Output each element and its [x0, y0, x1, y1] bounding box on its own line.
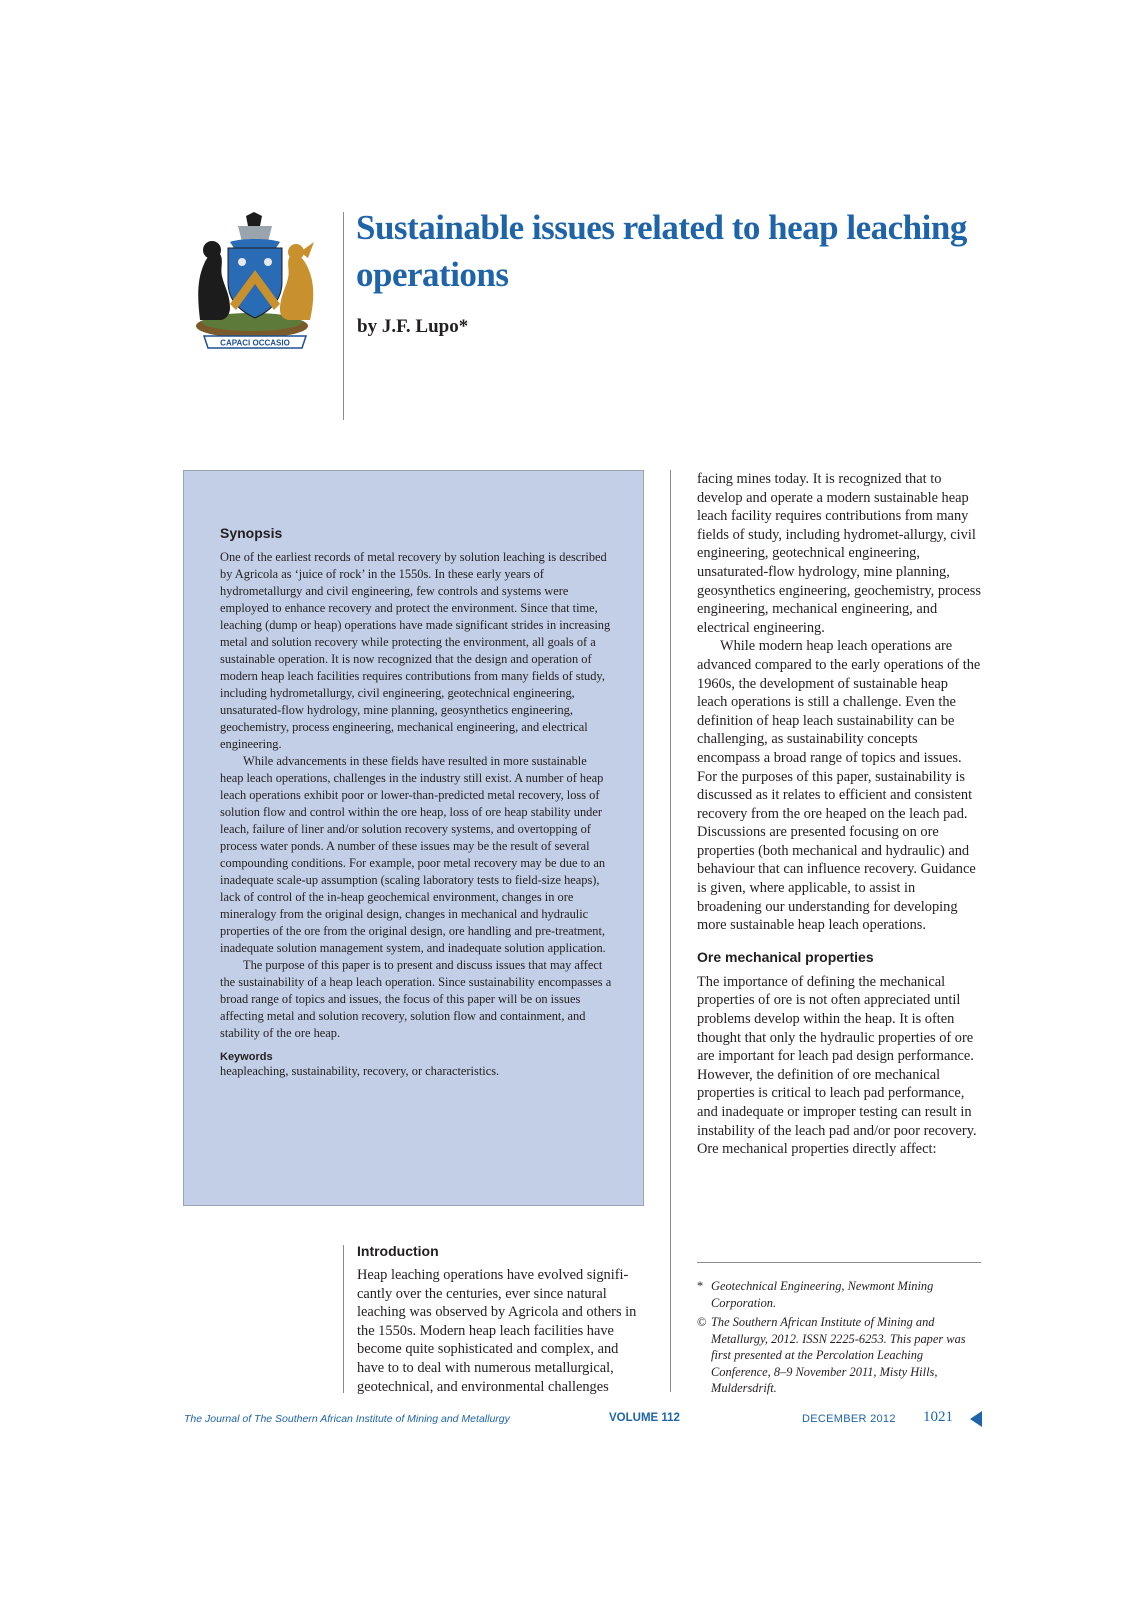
page-arrow-icon [970, 1411, 982, 1427]
column-divider [670, 470, 671, 1392]
footnotes [697, 1278, 981, 1400]
footnote-mark: © [697, 1315, 707, 1329]
keywords-text: heapleaching, sustainability, recovery, or characteristics. [220, 1064, 500, 1078]
body-paragraph-3: The importance of defining the mechanical properties of ore is not often appreciated until problems develop within the heap. It is often thought that only the hydraulic properties of ore are important for leach pad design performance. However, the definition of ore mechanical properties is critical to leach pad performance, and inadequate or improper testing can result in instability of the leach pad and/or poor recovery. Ore mechanical properties directly affect: [697, 973, 977, 1158]
footnote-text: The Southern African Institute of Mining and Metallurgy, 2012. ISSN 2225-6253. This paper was first presented at the Percolation Leaching Conference, 8–9 November 2011, Misty Hills, Muldersdrift. [711, 1315, 966, 1395]
journal-name: The Journal of The Southern African Institute of Mining and Metallurgy [184, 1413, 510, 1425]
keywords-heading: Keywords [220, 1051, 273, 1063]
header-divider [343, 212, 344, 420]
synopsis-content [220, 525, 612, 1080]
synopsis-paragraph-1: One of the earliest records of metal recovery by solution leaching is described by Agricola as ‘juice of rock’ in the 1550s. In these early years of hydrometallurgy and civil engineering, few controls and systems were employed to enhance recovery and protect the environment. Since that time, leaching (dump or heap) operations have made significant strides in increasing metal and solution recovery while protecting the environment, all goals of a sustainable operation. It is now recognized that the design and operation of modern heap leach facilities requires contributions from many fields of study, including hydrometallurgy, civil engineering, geotechnical engineering, unsaturated-flow hydrology, mine planning, geosynthetics engineering, geochemistry, process engineering, mechanical engineering, and electrical engineering. [220, 550, 611, 751]
svg-text:CAPACI OCCASIO: CAPACI OCCASIO [220, 338, 290, 348]
introduction-section [357, 1243, 647, 1396]
synopsis-paragraph-2: While advancements in these fields have resulted in more sustainable heap leach operations, challenges in the industry still exist. A number of heap leach operations exhibit poor or lower-than-predicted metal recovery, loss of solution flow and control within the ore heap, loss of ore heap stability under leach, failure of liner and/or solution recovery systems, and overtopping of process water ponds. A number of these issues may be the result of several compounding conditions. For example, poor metal recovery may be due to an inadequate scale-up assumption (scaling laboratory tests to field-size heaps), lack of control of the in-heap geochemical environment, changes in ore mineralogy from the original design, changes in mechanical and hydraulic properties of the ore from the original design, ore handling and pre-treatment, inadequate solution management system, and inadequate solution application. [220, 754, 606, 955]
introduction-heading: Introduction [357, 1243, 439, 1259]
volume-label: VOLUME 112 [609, 1412, 680, 1424]
footnote-rule [697, 1262, 981, 1263]
issue-date: DECEMBER 2012 [802, 1413, 896, 1425]
institute-crest-logo [190, 212, 320, 352]
page-footer [184, 1411, 984, 1435]
synopsis-heading: Synopsis [220, 525, 283, 541]
page-number: 1021 [923, 1409, 953, 1425]
footnote-copyright [697, 1314, 981, 1397]
introduction-text: Heap leaching operations have evolved signifi-cantly over the centuries, ever since natural leaching was observed by Agricola and others in the 1550s. Modern heap leach facilities have become quite sophisticated and complex, and have to to deal with numerous metallurgical, geotechnical, and environmental challenges [357, 1267, 637, 1395]
intro-divider [343, 1245, 344, 1393]
body-paragraph-1: facing mines today. It is recognized that to develop and operate a modern sustainable heap leach facility requires contributions from many fields of study, including hydromet-allurgy, civil engineering, geotechnical engineering, unsaturated-flow hydrology, mine planning, geosynthetics engineering, geochemistry, process engineering, mechanical engineering, and electrical engineering. [697, 471, 981, 636]
footnote-text: Geotechnical Engineering, Newmont Mining Corporation. [711, 1279, 934, 1310]
author-byline: by J.F. Lupo* [357, 316, 469, 337]
synopsis-paragraph-3: The purpose of this paper is to present and discuss issues that may affect the sustainability of a heap leach operation. Since sustainability encompasses a broad range of topics and issues, the focus of this paper will be on issues affecting metal and solution recovery, solution flow and containment, and stability of the ore heap. [220, 958, 612, 1040]
footnote-mark: * [697, 1279, 704, 1293]
article-title: Sustainable issues related to heap leaching operations [356, 208, 967, 294]
footnote-affiliation [697, 1278, 981, 1311]
body-paragraph-2: While modern heap leach operations are advanced compared to the early operations of the 1960s, the development of sustainable heap leach operations is still a challenge. Even the definition of heap leach sustainability can be challenging, as sustainability concepts encompass a broad range of topics and issues. For the purposes of this paper, sustainability is discussed as it relates to efficient and consistent recovery from the ore heaped on the leach pad. Discussions are presented focusing on ore properties (both mechanical and hydraulic) and behaviour that can influence recovery. Guidance is given, where applicable, to assist in broadening our understanding for developing more sustainable heap leach operations. [697, 638, 981, 934]
right-column [697, 470, 981, 1159]
ore-mechanical-heading: Ore mechanical properties [697, 948, 874, 965]
